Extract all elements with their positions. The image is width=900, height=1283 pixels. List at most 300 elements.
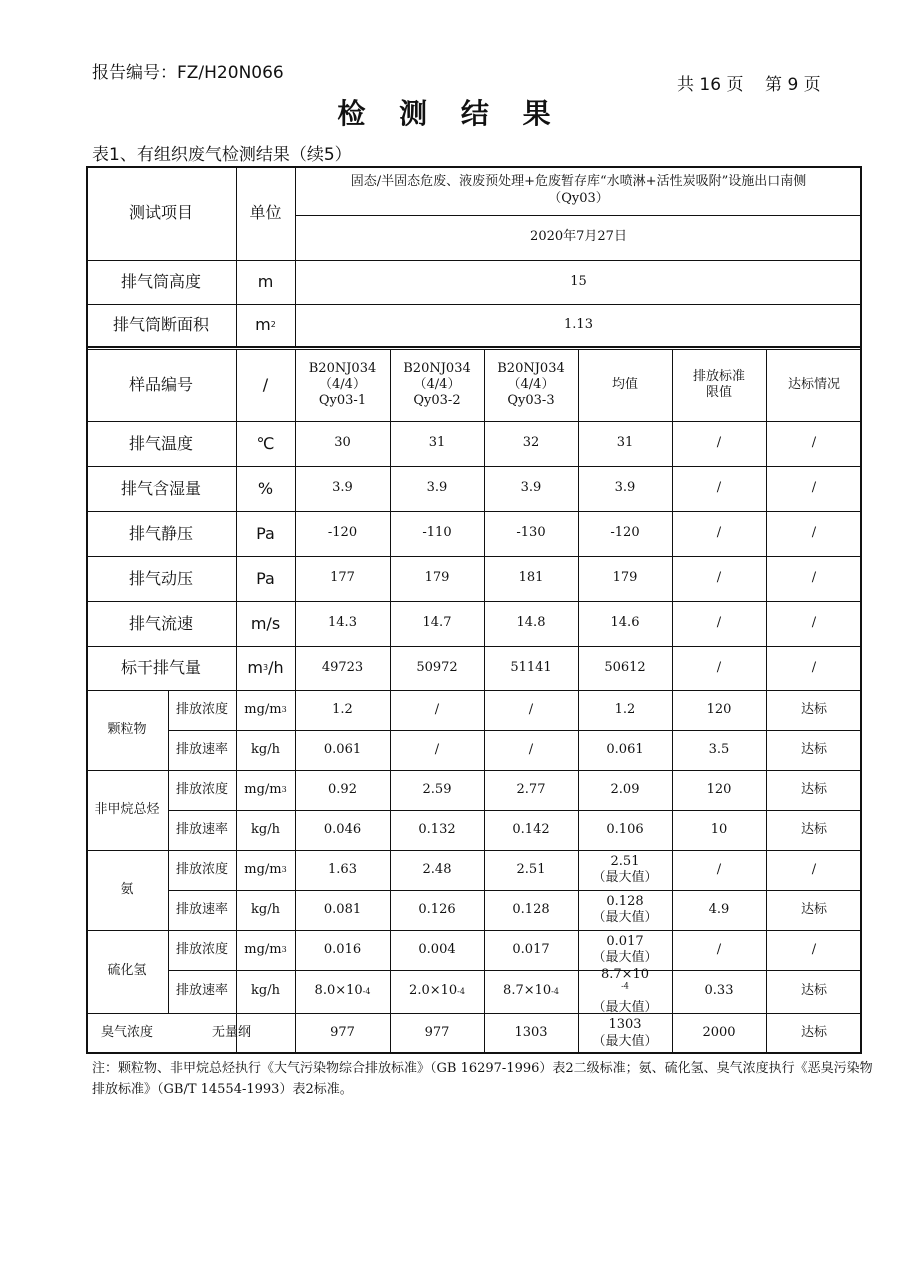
pollutant-status-text: 达标 (800, 781, 827, 797)
pollutant-name-text: 硫化氢 (107, 963, 147, 979)
pollutant-value-2 (390, 850, 484, 890)
pollutant-unit (236, 970, 295, 1013)
pollutant-status (766, 930, 862, 970)
pollutant-mean-note: （最大值） (592, 950, 658, 965)
param-value-2-text: 179 (424, 570, 450, 586)
pollutant-mean (578, 1013, 672, 1054)
header-test-item-text: 测试项目 (128, 203, 193, 222)
pollutant-name (86, 690, 168, 770)
header-test-item (86, 166, 236, 260)
rate-label-text: 排放速率 (175, 901, 228, 917)
pollutant-unit-text: kg/h (251, 741, 280, 757)
param-status-text: / (811, 570, 817, 586)
pollutant-mean-value (615, 702, 636, 718)
pollutant-mean (578, 930, 672, 970)
param-value-1-text: -120 (327, 525, 358, 541)
pollutant-value-3-text: 0.017 (512, 941, 550, 957)
pollutant-status (766, 810, 862, 850)
pollutant-value-2 (390, 770, 484, 810)
param-limit (672, 421, 766, 466)
pollutant-value-1 (295, 690, 390, 730)
param-label-text: 排气动压 (128, 568, 193, 588)
pollutant-value-2-text: / (434, 741, 440, 757)
param-limit (672, 646, 766, 690)
pollutant-unit (236, 890, 295, 930)
pollutant-limit-text: 4.9 (708, 901, 730, 917)
pollutant-value-1 (295, 770, 390, 810)
param-status (766, 466, 862, 511)
pollutant-name (86, 850, 168, 930)
param-value-2 (390, 466, 484, 511)
param-mean-text: 179 (612, 570, 638, 586)
pollutant-limit (672, 930, 766, 970)
param-value-1 (295, 601, 390, 646)
param-value-1-text: 30 (334, 435, 351, 451)
pollutant-value-1-text: 0.016 (323, 941, 362, 957)
param-unit: m 3 /h (247, 658, 284, 677)
pollutant-status (766, 890, 862, 930)
param-status (766, 601, 862, 646)
odor-value-2 (390, 1013, 484, 1054)
pollutant-unit: mg/m 3 (244, 781, 287, 797)
sampling-location-name: 固态/半固态危废、液废预处理+危废暂存库“水喷淋+活性炭吸附”设施出口南侧 (350, 174, 807, 190)
pollutant-value-3-text: 0.142 (512, 821, 550, 837)
pollutant-unit-text: mg/m (244, 701, 282, 717)
param-unit (236, 466, 295, 511)
stack-area-value-text: 1.13 (564, 316, 593, 332)
pollutant-value-2-text: 2.0×10 (409, 983, 458, 999)
param-value-1 (295, 421, 390, 466)
pollutant-name (86, 770, 168, 850)
pollutant-name-text: 非甲烷总烃 (94, 801, 160, 817)
stack-height-value-text: 15 (570, 273, 587, 289)
sample-point: Qy03-1 (318, 393, 367, 409)
odor-value-2-text: 977 (424, 1025, 450, 1041)
pollutant-mean (578, 850, 672, 890)
param-unit (236, 601, 295, 646)
pollutant-limit (672, 850, 766, 890)
concentration-label (168, 770, 236, 810)
param-status-text: / (811, 659, 817, 675)
param-mean (578, 646, 672, 690)
stack-area-value (295, 304, 862, 346)
pollutant-mean (578, 810, 672, 850)
param-label (86, 466, 236, 511)
pollutant-status-text: 达标 (800, 701, 827, 717)
pollutant-value-3 (484, 930, 578, 970)
rate-label (168, 810, 236, 850)
param-value-1 (295, 556, 390, 601)
param-mean (578, 556, 672, 601)
pollutant-status (766, 850, 862, 890)
param-label-text: 排气含湿量 (120, 478, 201, 498)
stack-height-label-text: 排气筒高度 (120, 272, 201, 291)
param-mean-text: 50612 (604, 659, 646, 675)
param-limit (672, 466, 766, 511)
param-unit (236, 421, 295, 466)
pollutant-mean-number: 0.106 (606, 821, 644, 837)
param-value-2 (390, 646, 484, 690)
pollutant-status (766, 770, 862, 810)
pollutant-value-2 (390, 890, 484, 930)
stack-height-unit (236, 260, 295, 304)
param-limit (672, 511, 766, 556)
param-limit-text: / (716, 615, 722, 631)
pollutant-value-2 (390, 810, 484, 850)
param-mean-text: -120 (610, 525, 640, 541)
param-value-2 (390, 511, 484, 556)
pollutant-status-text: 达标 (800, 901, 827, 917)
param-limit-text: / (716, 570, 722, 586)
sampling-location (295, 166, 862, 215)
param-unit-text: % (257, 478, 274, 498)
param-status (766, 511, 862, 556)
param-value-1-text: 3.9 (332, 480, 353, 496)
param-label (86, 601, 236, 646)
param-label (86, 421, 236, 466)
page-info: 共 16 页 第 9 页 (677, 75, 821, 95)
header-unit-text: 单位 (249, 203, 282, 222)
rate-label-text: 排放速率 (175, 983, 228, 999)
param-value-2-text: 3.9 (426, 480, 448, 496)
param-unit-text: m (247, 658, 263, 677)
pollutant-mean-number: 1.2 (614, 701, 636, 717)
param-mean (578, 421, 672, 466)
page-title: 检 测 结 果 (337, 97, 563, 130)
table-caption: 表1、有组织废气检测结果（续5） (92, 145, 352, 165)
pollutant-mean-note: （最大值） (592, 870, 658, 885)
pollutant-mean-value (606, 822, 643, 838)
pollutant-value-1 (295, 850, 390, 890)
param-value-3 (484, 511, 578, 556)
pollutant-value-2-text: 0.004 (418, 941, 456, 957)
odor-label (86, 1013, 168, 1054)
pollutant-limit (672, 890, 766, 930)
param-label (86, 556, 236, 601)
sample-point: Qy03-2 (413, 393, 461, 409)
pollutant-value-2-text: / (434, 701, 440, 717)
pollutant-mean-value (606, 894, 643, 910)
pollutant-mean-note: （最大值） (592, 1033, 658, 1049)
pollutant-value-2-text: 2.48 (422, 861, 452, 877)
param-label-text: 标干排气量 (120, 658, 201, 677)
param-value-3-text: 32 (522, 435, 540, 451)
param-value-1 (295, 646, 390, 690)
pollutant-unit-text: kg/h (251, 901, 280, 917)
odor-value-1 (295, 1013, 390, 1054)
sampling-date (295, 215, 862, 260)
pollutant-mean-note: （最大值） (592, 910, 658, 925)
pollutant-limit-text: 3.5 (708, 741, 730, 757)
pollutant-mean-number: 2.09 (610, 781, 640, 797)
param-status-text: / (811, 525, 817, 541)
param-status-text: / (811, 480, 817, 496)
stack-height-value (295, 260, 862, 304)
pollutant-limit-text: / (716, 861, 722, 877)
pollutant-mean-exp: -4 (621, 982, 629, 992)
pollutant-status (766, 690, 862, 730)
param-mean (578, 466, 672, 511)
param-mean (578, 511, 672, 556)
param-status (766, 421, 862, 466)
pollutant-unit (236, 730, 295, 770)
pollutant-limit-text: 120 (706, 781, 732, 797)
sample-id-2 (390, 349, 484, 421)
pollutant-value-3 (484, 850, 578, 890)
pollutant-limit (672, 770, 766, 810)
sample-code: B20NJ034 (308, 360, 377, 376)
param-limit-text: / (716, 480, 722, 496)
param-value-2-text: 31 (428, 435, 446, 451)
concentration-label-text: 排放浓度 (175, 861, 228, 877)
odor-value-1-text: 977 (330, 1025, 355, 1041)
pollutant-mean-value (608, 1017, 641, 1033)
sample-point: Qy03-3 (507, 393, 555, 409)
pollutant-unit: mg/m 3 (244, 861, 287, 877)
pollutant-value-2 (390, 930, 484, 970)
pollutant-value-3-text: / (528, 741, 534, 757)
param-label-text: 排气静压 (128, 523, 193, 543)
pollutant-mean-value (611, 854, 640, 870)
pollutant-value-3 (484, 770, 578, 810)
pollutant-value-2 (390, 690, 484, 730)
mean-header-text: 均值 (611, 376, 638, 392)
pollutant-name (86, 930, 168, 1013)
pollutant-limit (672, 810, 766, 850)
param-value-1-text: 177 (330, 570, 355, 586)
pollutant-value-3-text: 2.51 (516, 861, 546, 877)
pollutant-limit-text: 0.33 (704, 983, 734, 999)
param-value-3 (484, 421, 578, 466)
pollutant-unit-text: kg/h (251, 983, 280, 999)
sample-id-unit-text: / (262, 375, 269, 394)
param-limit (672, 556, 766, 601)
pollutant-value-2-text: 0.126 (418, 901, 456, 917)
param-value-3 (484, 556, 578, 601)
sample-id-3 (484, 349, 578, 421)
sampling-location-code: （Qy03） (548, 190, 609, 206)
pollutant-value-3 (484, 890, 578, 930)
pollutant-mean-value (606, 934, 643, 950)
pollutant-unit: mg/m 3 (244, 701, 287, 717)
pollutant-name-text: 氨 (120, 881, 134, 897)
param-status (766, 556, 862, 601)
table-double-rule (86, 346, 862, 348)
sample-id-label-text: 样品编号 (128, 375, 193, 394)
sample-id-1 (295, 349, 390, 421)
concentration-label (168, 850, 236, 890)
param-status (766, 646, 862, 690)
odor-value-3 (484, 1013, 578, 1054)
odor-status (766, 1013, 862, 1054)
pollutant-value-1 (295, 930, 390, 970)
pollutant-unit-text: mg/m (244, 941, 282, 957)
pollutant-limit (672, 690, 766, 730)
param-value-3-text: 51141 (510, 659, 552, 675)
pollutant-value-3-text: 8.7×10 (503, 983, 552, 999)
pollutant-mean-number: 0.017 (606, 933, 644, 949)
pollutant-unit-text: mg/m (244, 781, 282, 797)
pollutant-unit-text: mg/m (244, 861, 282, 877)
param-value-2 (390, 421, 484, 466)
pollutant-limit (672, 730, 766, 770)
param-unit-text: Pa (256, 523, 275, 543)
pollutant-status-text: 达标 (800, 821, 827, 837)
rate-label-text: 排放速率 (175, 821, 228, 837)
status-header (766, 349, 862, 421)
sample-batch: （4/4） (413, 376, 461, 392)
sample-batch: （4/4） (507, 376, 555, 392)
pollutant-mean (578, 967, 672, 1015)
param-mean-text: 31 (616, 435, 634, 451)
param-label-text: 排气温度 (128, 433, 193, 453)
param-value-3-text: 3.9 (520, 480, 542, 496)
rate-label-text: 排放速率 (175, 741, 228, 757)
pollutant-limit-text: / (716, 941, 722, 957)
param-limit (672, 601, 766, 646)
param-value-3 (484, 601, 578, 646)
pollutant-mean (578, 730, 672, 770)
odor-unit (168, 1013, 295, 1054)
pollutant-mean-number: 0.128 (606, 893, 644, 909)
stack-area-unit-text: m (255, 315, 271, 334)
pollutant-value-3 (484, 690, 578, 730)
pollutant-value-2-text: 2.59 (422, 781, 452, 797)
stack-area-unit: m 2 (255, 315, 276, 334)
sample-code: B20NJ034 (403, 360, 471, 376)
pollutant-mean-value (606, 742, 643, 758)
param-label (86, 511, 236, 556)
pollutant-value-1 (295, 890, 390, 930)
pollutant-value-3-text: / (528, 701, 534, 717)
odor-limit-text: 2000 (702, 1025, 736, 1041)
pollutant-name-text: 颗粒物 (107, 721, 147, 737)
pollutant-value-3-text: 2.77 (516, 781, 546, 797)
param-value-2-text: 14.7 (422, 615, 452, 631)
pollutant-value-3 (484, 730, 578, 770)
pollutant-mean-number: 0.061 (606, 741, 644, 757)
param-label (86, 646, 236, 690)
pollutant-value-3: 8.7×10 -4 (503, 983, 559, 999)
pollutant-value-3 (484, 810, 578, 850)
limit-header (672, 349, 766, 421)
pollutant-value-3-text: 0.128 (512, 901, 550, 917)
pollutant-value-1 (295, 810, 390, 850)
limit-header-line2: 限值 (705, 385, 732, 400)
param-mean (578, 601, 672, 646)
pollutant-mean (578, 770, 672, 810)
pollutant-value-1-text: 0.046 (323, 821, 362, 837)
pollutant-mean (578, 890, 672, 930)
pollutant-status-text: / (811, 861, 817, 877)
pollutant-value-2 (390, 730, 484, 770)
param-limit-text: / (716, 525, 722, 541)
pollutant-mean (578, 690, 672, 730)
param-limit-text: / (716, 659, 722, 675)
pollutant-value-2: 2.0×10 -4 (409, 983, 465, 999)
param-mean-text: 3.9 (614, 480, 636, 496)
param-mean-text: 14.6 (610, 615, 640, 631)
pollutant-mean-value (601, 967, 649, 1000)
pollutant-mean-number: 8.7×10 (600, 967, 650, 983)
param-value-2 (390, 601, 484, 646)
param-unit-text: Pa (256, 568, 275, 588)
sample-id-unit (236, 349, 295, 421)
pollutant-mean-value (611, 782, 640, 798)
param-value-1-text: 49723 (321, 659, 364, 675)
param-unit (236, 511, 295, 556)
odor-label-text: 臭气浓度 (100, 1025, 153, 1041)
param-value-1 (295, 466, 390, 511)
param-label-text: 排气流速 (128, 613, 193, 633)
pollutant-value-1-text: 1.2 (332, 701, 353, 717)
param-value-3-text: 181 (518, 570, 544, 586)
param-limit-text: / (716, 435, 722, 451)
param-status-text: / (811, 615, 817, 631)
rate-label (168, 890, 236, 930)
concentration-label (168, 930, 236, 970)
pollutant-value-1-text: 0.061 (323, 741, 362, 757)
pollutant-unit (236, 810, 295, 850)
pollutant-status-text: 达标 (800, 983, 827, 999)
param-value-3-text: -130 (516, 525, 546, 541)
param-unit-text: m/s (250, 613, 281, 633)
stack-area-label (86, 304, 236, 346)
param-value-3 (484, 466, 578, 511)
odor-value-3-text: 1303 (514, 1025, 548, 1041)
pollutant-unit-text: kg/h (251, 821, 280, 837)
param-value-2-text: -110 (422, 525, 452, 541)
pollutant-value-1 (295, 730, 390, 770)
concentration-label-text: 排放浓度 (175, 781, 228, 797)
rate-label (168, 970, 236, 1013)
pollutant-mean-number: 1303 (608, 1017, 642, 1033)
param-unit-tail: /h (268, 658, 284, 677)
pollutant-value-1-text: 8.0×10 (314, 983, 363, 999)
param-value-3-text: 14.8 (516, 615, 546, 631)
sample-id-label (86, 349, 236, 421)
pollutant-status (766, 970, 862, 1013)
pollutant-mean-note: （最大值） (592, 999, 658, 1015)
param-value-3 (484, 646, 578, 690)
param-value-1-text: 14.3 (328, 615, 357, 631)
stack-area-label-text: 排气筒断面积 (112, 315, 209, 334)
mean-header (578, 349, 672, 421)
pollutant-status (766, 730, 862, 770)
results-table (86, 166, 862, 1054)
pollutant-limit-text: 120 (706, 701, 732, 717)
pollutant-limit (672, 970, 766, 1013)
status-header-text: 达标情况 (787, 376, 840, 392)
sample-code: B20NJ034 (497, 360, 565, 376)
pollutant-limit-text: 10 (710, 821, 728, 837)
param-value-2-text: 50972 (416, 659, 458, 675)
pollutant-unit: mg/m 3 (244, 941, 287, 957)
param-status-text: / (811, 435, 817, 451)
report-number: 报告编号：FZ/H20N066 (92, 63, 284, 83)
pollutant-mean-number: 2.51 (610, 853, 640, 869)
pollutant-value-1-text: 0.081 (323, 901, 362, 917)
param-value-2 (390, 556, 484, 601)
pollutant-value-1-text: 1.63 (328, 861, 357, 877)
pollutant-value-1: 8.0×10 -4 (314, 983, 371, 999)
pollutant-status-text: 达标 (800, 741, 827, 757)
limit-header-line1: 排放标准 (692, 368, 745, 384)
concentration-label (168, 690, 236, 730)
sample-batch: （4/4） (319, 376, 366, 392)
stack-height-unit-text: m (257, 272, 274, 291)
sampling-date-text: 2020年7月27日 (530, 229, 627, 245)
